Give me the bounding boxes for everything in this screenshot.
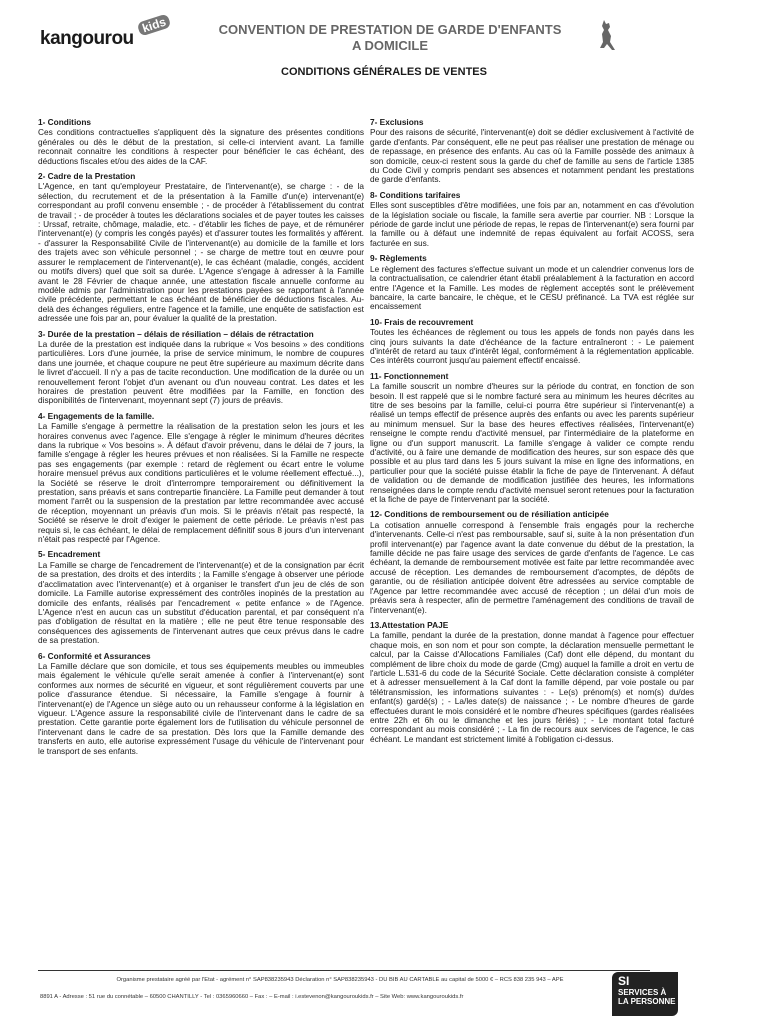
section-title: 8- Conditions tarifaires bbox=[370, 189, 461, 200]
section-body: Ces conditions contractuelles s'appliquent dès la signature des présentes conditions générales ou dès le début de la prestation, si celle-ci intervient avant. La famille reconnait connaitre les conditions à respecter pour bénéficier le cas échéant, des déductions fiscales et/ou des aides de la CAF. bbox=[38, 127, 364, 166]
badge-line-personne: LA PERSONNE bbox=[618, 997, 676, 1006]
section-title: 12- Conditions de remboursement ou de résiliation anticipée bbox=[370, 509, 609, 520]
kangourou-kids-logo bbox=[40, 14, 170, 52]
brand-name: kangourou bbox=[40, 28, 134, 49]
brand-kids-tag: kids bbox=[137, 13, 172, 36]
kangaroo-icon bbox=[596, 18, 618, 52]
footer-address-text: 8891 A - Adresse : 51 rue du connétable – 60500 CHANTILLY - Tel : 0365960660 – Fax : – E-mail : i.estevenon@kangouroukids.fr – Site Web: www.kangouroukids.fr bbox=[40, 994, 464, 1000]
section-body: Elles sont susceptibles d'être modifiées, une fois par an, notamment en cas d'évolution de la législation sociale ou fiscale, la famille sera avertie par courrier. NB : Lorsque la période de garde inclut une période de repas, le repas de l'intervenant(e) sera fourni par la famille ou à défaut une indemnité de repas équivalent au forfait ACOSS, sera facturée en sus. bbox=[370, 200, 694, 248]
document-title bbox=[170, 22, 610, 54]
section-title: 13.Attestation PAJE bbox=[370, 619, 449, 630]
section-body: La Famille s'engage à permettre la réalisation de la prestation selon les jours et les horaires convenus avec l'agence. Elle s'engage à régler le minimum d'heures décrites dans la rubrique « Vos besoins ». À défaut d'avoir prévenu, dans le délai de 7 jours, la famille s'engage à régler les heures prévues et non réalisées. Si la Famille ne respecte pas ses engagements (par exemple : retard de règlement ou écart entre le volume horaire mensuel prévus aux conditions particulières et le volume réellement effectué...), la Société se réserve le droit d'interrompre temporairement ou définitivement la prestation, sans préavis et sans contrepartie financière. La Famille peut demander à tout moment l'arrêt ou la suspension de la prestation par lettre recommandée avec accusé de réception, moyennant un préavis d'un mois. Si le préavis n'était pas respecté, la Société se réserve le droit d'exiger le paiement de cette période. Le préavis n'est pas requis si, le cas échéant, le délai de remplacement définitif sous 8 jours d'un intervenant n'était pas respecté par l'Agence. bbox=[38, 421, 364, 545]
section bbox=[370, 318, 694, 366]
title-line-1: CONVENTION DE PRESTATION DE GARDE D'ENFANTS bbox=[218, 22, 562, 37]
section-title: 3- Durée de la prestation – délais de résiliation – délais de rétractation bbox=[38, 328, 314, 339]
section-body: La cotisation annuelle correspond à l'ensemble frais engagés pour la recherche d'intervenants. Celle-ci n'est pas remboursable, sauf si, suite à la non présentation d'un profil intervenant(e) par l'agence avant la date convenue du début de la prestation, la famille décide ne pas faire usage des services de garde d'enfants de l'agence. Le cas échéant, la demande de remboursement motivée est faite par lettre recommandée avec accusé de réception. Les demandes de remboursement d'acomptes, de dépôts de garantie, ou de résiliation anticipée doivent être adressées au service comptable de l'Agence par lettre recommandée avec accusé de réception ; un délai d'un mois de préavis sera à respecter, afin de permettre l'aménagement des conditions de travail de l'intervenant(e). bbox=[370, 519, 694, 615]
document-header bbox=[0, 0, 768, 62]
section bbox=[370, 621, 694, 744]
section-title: 10- Frais de recouvrement bbox=[370, 316, 474, 327]
badge-si: SI bbox=[618, 974, 630, 988]
section bbox=[370, 118, 694, 185]
section-body: Le règlement des factures s'effectue suivant un mode et un calendrier convenus lors de la contractualisation, ce calendrier étant établi préalablement à la facturation en accord entre l'Agence et la Famille. Les modes de règlement acceptés sont le prélèvement bancaire, la carte bancaire, le chèque, et le CESU préfinancé. La TVA est réglée sur encaissement bbox=[370, 263, 694, 312]
section-body: La famille, pendant la durée de la prestation, donne mandat à l'agence pour effectuer chaque mois, en son nom et pour son compte, la déclaration mensuelle permettant le calcul, par la Caisse d'Allocations Familiales (Caf) dont elle dépend, du montant du complément de libre choix du mode de garde (Cmg) auquel la famille a droit en vertu de l'article L.531-6 du code de la Sécurité Sociale. Cette déclaration consiste à compléter et à adresser mensuellement à la Caf dont la famille dépend, par voie postale ou par télétransmission, les informations suivantes : - Le(s) prénom(s) et nom(s) du/des enfant(s) gardé(s) ; - La/les date(s) de naissance ; - Le nombre d'heures de garde effectuées durant le mois considéré et le nombre d'heures spécifiques (gardes réalisées entre 22h et 6h ou le dimanche et les jours fériés) ; - Le montant total facturé correspondant au mois considéré ; - La fin de recours aux services de l'agence, le cas échéant. Le mandant est strictement limité à l'obligation ci-dessus. bbox=[370, 630, 694, 744]
section-title: 7- Exclusions bbox=[370, 117, 424, 127]
section bbox=[370, 510, 694, 614]
section bbox=[370, 191, 694, 248]
section bbox=[370, 372, 694, 505]
services-a-la-personne-logo bbox=[612, 972, 678, 1016]
footer-divider bbox=[38, 970, 650, 971]
section bbox=[38, 550, 364, 645]
section bbox=[38, 652, 364, 756]
footer-agreement-text: Organisme prestataire agréé par l'Etat - agrément n° SAP838235943 Déclaration n° SAP838235943 - DU BIB AU CARTABLE au capital de 5000 € – RCS 838 235 943 – APE bbox=[116, 977, 564, 983]
section-title: 4- Engagements de la famille. bbox=[38, 410, 155, 421]
page-heading: CONDITIONS GÉNÉRALES DE VENTES bbox=[281, 66, 487, 78]
right-column bbox=[370, 118, 694, 750]
badge-text bbox=[618, 988, 676, 1006]
section-body: La famille souscrit un nombre d'heures sur la période du contrat, en fonction de son besoin. Il est rappelé que si le nombre facturé sera au minimum les heures décrites au titre de ses besoins par la famille, celui-ci pourra être supérieur si l'intervenant(e) a réalisé un temps effectif de présence auprès des enfants ou avec les parents supérieur au minimum mensuel. Sur la base des heures effectives réalisées, l'intervenant(e) renseigne le compte rendu d'activité mensuel, par l'intermédiaire de la plateforme en ligne ou d'un support manuscrit. La famille s'engage à valider ce compte rendu d'activité, ou à faire une demande de modification des heures, sur son espace dès que possible et au plus tard dans les 5 jours suivant la mise en ligne des informations, en particulier pour que la société puisse établir la fiche de paye de l'intervenant. À défaut de validation ou de demande de modification justifiée des heures, les informations renseignées dans le compte rendu d'activité mensuel seront retenues pour la facturation et la fiche de paye de l'intervenant par la société. bbox=[370, 381, 694, 505]
section-body: La durée de la prestation est indiquée dans la rubrique « Vos besoins » des conditions particulières. Lors d'une journée, la prise de service minimum, le nombre de coupures dans une journée, et chaque coupure ne peut être supérieure au maximum décrite dans le livret d'accueil. Il n'y a pas de tacite reconduction. Une modification de la durée ou un renouvellement feront l'objet d'un avenant ou d'un nouveau contrat. Les dates et les horaires de prestation peuvent être modifiées par la Famille, en fonction des disponibilités de l'intervenant, moyennant sept (7) jours de préavis. bbox=[38, 338, 364, 406]
badge-line-services: SERVICES À bbox=[618, 988, 667, 997]
section-title: 5- Encadrement bbox=[38, 549, 101, 560]
section-title: 11- Fonctionnement bbox=[370, 370, 449, 381]
section-body: La Famille déclare que son domicile, et tous ses équipements meubles ou immeubles mais également le véhicule qu'elle serait amenée à confier à l'intervenant(e) sont conformes aux normes de sécurité en vigueur, et sont régulièrement couverts par une police d'assurance étendue. Si nécessaire, la Famille s'engage à fournir à l'intervenant(e) de l'Agence un siège auto ou un rehausseur conforme à la législation en vigueur. L'Agence assure la responsabilité civile de l'intervenant dans le cadre de sa prestation. Cette garantie porte également lors de l'utilisation du véhicule personnel de l'intervenant dans le cadre de sa prestation. Dès lors que la Famille demande des transferts en auto, elle autorise expressément l'usage du véhicule de l'intervenant pour le transport de ses enfants. bbox=[38, 660, 364, 756]
section-title: 6- Conformité et Assurances bbox=[38, 650, 151, 661]
section-body: Toutes les échéances de règlement ou tous les appels de fonds non payés dans les cinq jours suivants la date d'échéance de la facture entraîneront : - Le paiement d'intérêt de retard au taux d'intérêt légal, conformément à la réglementation applicable. Ces intérêts courront jusqu'au paiement effectif encaissé. bbox=[370, 327, 694, 366]
left-column bbox=[38, 118, 364, 762]
section bbox=[38, 118, 364, 166]
section-body: L'Agence, en tant qu'employeur Prestataire, de l'intervenant(e), se charge : - de la sélection, du recrutement et de la présentation à la Famille d'un(e) intervenant(e) correspondant au profil convenu ensemble ; - de procéder à l'établissement du contrat de travail ; - de procéder à toutes les déclarations sociales et de payer toutes les caisses : Urssaf, retraite, chômage, maladie, etc. - d'établir les fiches de paye, et de rémunérer l'intervenant(e) (y compris les congés payés) et d'assurer toutes les formalités y afférent. - d'assurer la Responsabilité Civile de l'intervenant(e) au domicile de la famille et lors des trajets avec son véhicule personnel ; - se charge de mettre tout en œuvre pour assurer le remplacement de l'intervenant(e), le cas échéant (maladie, congés, accident ou motifs divers) quel que soit sa durée. L'Agence s'engage à adresser à la Famille avant le 28 Février de chaque année, une attestation fiscale annuelle conforme au modèle admis par l'administration pour les prestations payées se rapportant à l'année civile précédente, permettant le cas échéant de bénéficier de déductions fiscales. Au-delà des échanges réguliers, entre l'agence et la famille, une enquête de satisfaction est adressée une fois par an, pour évaluer la qualité de la prestation. bbox=[38, 181, 364, 324]
section-body: Pour des raisons de sécurité, l'intervenant(e) doit se dédier exclusivement à l'activité de garde d'enfants. Par conséquent, elle ne peut pas réaliser une prestation de ménage ou de repassage, en présence des enfants. Au cas où la Famille possède des animaux à son domicile, ceux-ci restent sous la garde du chef de famille au sens de l'article 1385 du Code Civil y compris pendant ses absences et notamment pendant les prestations de garde d'enfants. bbox=[370, 127, 694, 185]
section-body: La Famille se charge de l'encadrement de l'intervenant(e) et de la consignation par écrit de sa prestation, des droits et des interdits ; la Famille s'engage à observer une période d'acclimatation avec l'intervenant(e) et à organiser le transfert d'un jeu de clés de son domicile. La Famille autorise expressément des contrôles inopinés de la prestation au domicile des enfants, réalisés par l'encadrement « petite enfance » de l'Agence. L'Agence n'est en aucun cas un substitut d'éducation parental, et par conséquent n'a pas d'obligation de résultat en la matière ; elle ne peut être tenue responsable des conséquences des agissements de l'intervenant autres que ceux prévus dans le cadre de sa prestation. bbox=[38, 559, 364, 646]
section bbox=[38, 412, 364, 545]
section-title: 1- Conditions bbox=[38, 117, 92, 127]
section bbox=[370, 254, 694, 311]
section bbox=[38, 172, 364, 324]
title-line-2: A DOMICILE bbox=[351, 38, 429, 53]
section-title: 2- Cadre de la Prestation bbox=[38, 171, 136, 182]
section-title: 9- Règlements bbox=[370, 253, 427, 264]
section bbox=[38, 330, 364, 406]
